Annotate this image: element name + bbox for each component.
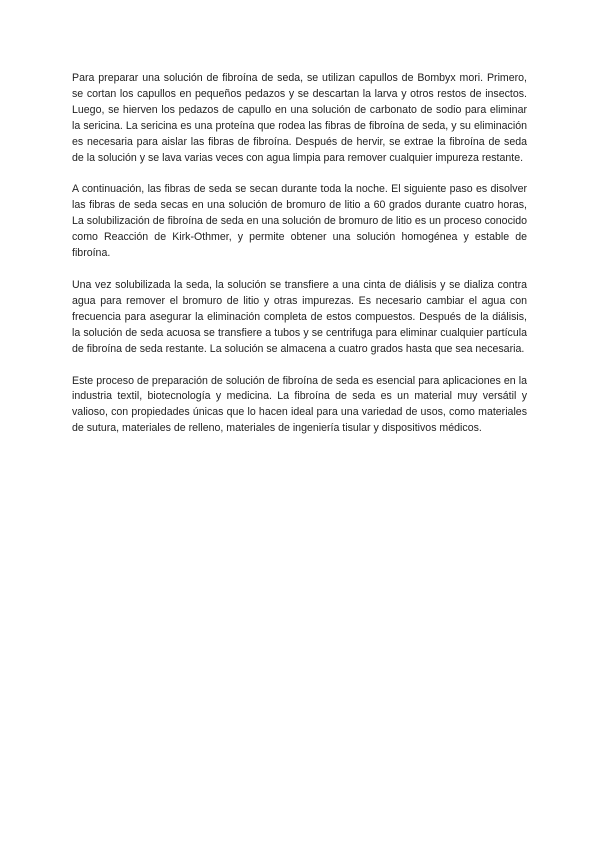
document-body — [72, 71, 527, 453]
paragraph-drying-dissolution: A continuación, las fibras de seda se secan durante toda la noche. El siguiente paso es disolver las fibras de seda secas en una solución de bromuro de litio a 60 grados durante cuatro horas, La solubilización de fibroína de seda en una solución de bromuro de litio es un proceso conocido como Reacción de Kirk-Othmer, y permite obtener una solución homogénea y estable de fibroína. — [72, 183, 527, 260]
paragraph-preparation: Para preparar una solución de fibroína de seda, se utilizan capullos de Bombyx mori. Primero, se cortan los capullos en pequeños pedazos y se descartan la larva y otros restos de insectos. Luego, se hierven los pedazos de capullo en una solución de carbonato de sodio para eliminar la sericina. La sericina es una proteína que rodea las fibras de fibroína de seda, y su eliminación es necesaria para aislar las fibras de fibroína. Después de hervir, se extrae la fibroína de seda de la solución y se lava varias veces con agua limpia para remover cualquier impureza restante. — [72, 72, 527, 164]
paragraph-dialysis: Una vez solubilizada la seda, la solución se transfiere a una cinta de diálisis y se dializa contra agua para remover el bromuro de litio y otras impurezas. Es necesario cambiar el agua con frecuencia para asegurar la eliminación completa de estos compuestos. Después de la diálisis, la solución de seda acuosa se transfiere a tubos y se centrifuga para eliminar cualquier partícula de fibroína de seda restante. La solución se almacena a cuatro grados hasta que sea necesaria. — [72, 278, 527, 355]
paragraph-applications: Este proceso de preparación de solución de fibroína de seda es esencial para aplicaciones en la industria textil, biotecnología y medicina. La fibroína de seda es un material muy versátil y valioso, con propiedades únicas que lo hacen ideal para una variedad de usos, como materiales de sutura, materiales de relleno, materiales de ingeniería tisular y dispositivos médicos. — [72, 374, 527, 435]
